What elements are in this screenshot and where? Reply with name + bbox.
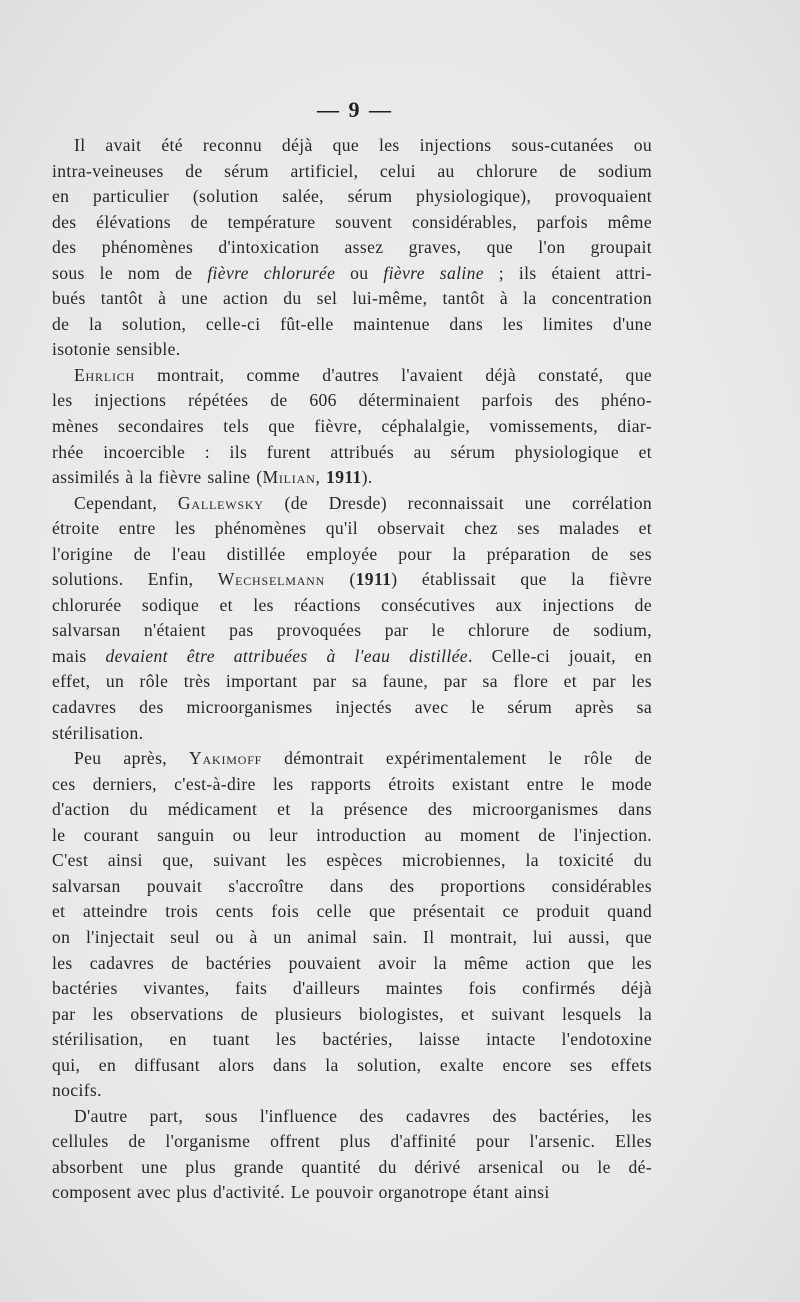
author-name: Yakimoff bbox=[189, 748, 263, 769]
text-segment: bués tantôt à une action du sel lui-même, tantôt à la concentration bbox=[52, 288, 652, 309]
text-segment: d'action du médicament et la présence des microorganismes dans bbox=[52, 799, 652, 820]
text-segment: stérilisation. bbox=[52, 722, 144, 743]
text-segment: qui, en diffusant alors dans la solution, exalte encore ses effets bbox=[52, 1054, 652, 1075]
text-line bbox=[52, 695, 652, 721]
text-line bbox=[52, 874, 652, 900]
text-line bbox=[52, 159, 652, 185]
text-segment: démontrait expérimentalement le rôle de bbox=[262, 748, 653, 769]
text-line bbox=[52, 440, 652, 466]
text-segment: des phénomènes d'intoxication assez graves, que l'on groupait bbox=[52, 237, 652, 258]
text-line bbox=[52, 542, 652, 568]
year: 1911 bbox=[355, 569, 392, 590]
text-line bbox=[52, 567, 652, 593]
page-number: — 9 — bbox=[317, 97, 393, 122]
text-line bbox=[52, 235, 652, 261]
text-line bbox=[52, 899, 652, 925]
text-segment: nocifs. bbox=[52, 1080, 102, 1101]
text-segment: isotonie sensible. bbox=[52, 339, 181, 360]
body-text bbox=[52, 133, 652, 1206]
text-line bbox=[52, 797, 652, 823]
text-segment: C'est ainsi que, suivant les espèces microbiennes, la toxicité du bbox=[52, 850, 652, 871]
text-line bbox=[52, 261, 652, 287]
text-line bbox=[52, 388, 652, 414]
text-segment: on l'injectait seul ou à un animal sain. Il montrait, lui aussi, que bbox=[52, 926, 652, 947]
text-line bbox=[52, 1155, 652, 1181]
text-line bbox=[52, 593, 652, 619]
text-segment: , bbox=[315, 467, 327, 488]
text-line bbox=[52, 772, 652, 798]
text-line bbox=[52, 618, 652, 644]
text-line bbox=[52, 746, 652, 772]
text-segment: Peu après, bbox=[74, 748, 190, 769]
text-line bbox=[52, 414, 652, 440]
text-segment: les injections répétées de 606 déterminaient parfois des phéno- bbox=[52, 390, 652, 411]
paragraph bbox=[52, 491, 652, 746]
text-line bbox=[52, 516, 652, 542]
text-segment: le courant sanguin ou leur introduction au moment de l'injection. bbox=[52, 824, 652, 845]
text-line bbox=[52, 337, 652, 363]
author-name: Ehrlich bbox=[74, 364, 136, 385]
text-segment: salvarsan n'étaient pas provoquées par le chlorure de sodium, bbox=[52, 620, 652, 641]
paragraph bbox=[52, 746, 652, 1104]
text-segment: assimilés à la fièvre saline ( bbox=[52, 467, 263, 488]
text-segment: salvarsan pouvait s'accroître dans des proportions considérables bbox=[52, 875, 652, 896]
author-name: Milian bbox=[262, 467, 316, 488]
text-segment: et atteindre trois cents fois celle que présentait ce produit quand bbox=[52, 901, 652, 922]
text-line bbox=[52, 286, 652, 312]
text-segment: Cependant, bbox=[74, 492, 178, 513]
text-segment: ; ils étaient attri- bbox=[483, 262, 653, 283]
text-segment: chlorurée sodique et les réactions consécutives aux injections de bbox=[52, 594, 652, 615]
text-segment: ( bbox=[325, 569, 356, 590]
text-segment: composent avec plus d'activité. Le pouvoir organotrope étant ainsi bbox=[52, 1182, 550, 1203]
text-segment: stérilisation, en tuant les bactéries, laisse intacte l'endotoxine bbox=[52, 1029, 652, 1050]
text-line bbox=[52, 951, 652, 977]
text-line bbox=[52, 133, 652, 159]
text-segment: ou bbox=[335, 262, 384, 283]
text-segment: bactéries vivantes, faits d'ailleurs maintes fois confirmés déjà bbox=[52, 978, 652, 999]
text-line bbox=[52, 644, 652, 670]
text-segment: absorbent une plus grande quantité du dérivé arsenical ou le dé- bbox=[52, 1156, 652, 1177]
text-line bbox=[52, 312, 652, 338]
emphasis: devaient être attribuées à l'eau distillée bbox=[105, 645, 468, 666]
text-line bbox=[52, 925, 652, 951]
text-segment: D'autre part, sous l'influence des cadavres des bactéries, les bbox=[74, 1105, 652, 1126]
author-name: Wechselmann bbox=[217, 569, 326, 590]
text-segment: par les observations de plusieurs biologistes, et suivant lesquels la bbox=[52, 1003, 652, 1024]
text-line bbox=[52, 1104, 652, 1130]
text-line bbox=[52, 1027, 652, 1053]
text-segment: sous le nom de bbox=[52, 262, 208, 283]
text-segment: étroite entre les phénomènes qu'il observait chez ses malades et bbox=[52, 518, 652, 539]
text-segment: de la solution, celle-ci fût-elle maintenue dans les limites d'une bbox=[52, 313, 652, 334]
paragraph bbox=[52, 133, 652, 363]
text-segment: solutions. Enfin, bbox=[52, 569, 218, 590]
text-segment: mènes secondaires tels que fièvre, céphalalgie, vomissements, diar- bbox=[52, 416, 652, 437]
text-segment: l'origine de l'eau distillée employée pour la préparation de ses bbox=[52, 543, 652, 564]
text-segment: ). bbox=[361, 467, 373, 488]
text-segment: mais bbox=[52, 645, 106, 666]
text-line bbox=[52, 210, 652, 236]
text-segment: cellules de l'organisme offrent plus d'affinité pour l'arsenic. Elles bbox=[52, 1131, 652, 1152]
paragraph bbox=[52, 1104, 652, 1206]
text-line bbox=[52, 1053, 652, 1079]
text-line bbox=[52, 1180, 652, 1206]
text-segment: . Celle-ci jouait, en bbox=[467, 645, 653, 666]
text-line bbox=[52, 848, 652, 874]
year: 1911 bbox=[326, 467, 362, 488]
text-segment: (de Dresde) reconnaissait une corrélation bbox=[263, 492, 652, 513]
text-line bbox=[52, 823, 652, 849]
emphasis: fièvre saline bbox=[383, 262, 484, 283]
text-line bbox=[52, 721, 652, 747]
text-line bbox=[52, 1078, 652, 1104]
text-segment: en particulier (solution salée, sérum physiologique), provoquaient bbox=[52, 186, 652, 207]
text-line bbox=[52, 976, 652, 1002]
text-line bbox=[52, 465, 652, 491]
text-segment: effet, un rôle très important par sa faune, par sa flore et par les bbox=[52, 671, 652, 692]
text-segment: cadavres des microorganismes injectés avec le sérum après sa bbox=[52, 697, 652, 718]
text-line bbox=[52, 1002, 652, 1028]
text-segment: ) établissait que la fièvre bbox=[391, 569, 652, 590]
text-segment: les cadavres de bactéries pouvaient avoir la même action que les bbox=[52, 952, 652, 973]
text-segment: rhée incoercible : ils furent attribués au sérum physiologique et bbox=[52, 441, 652, 462]
text-line bbox=[52, 491, 652, 517]
author-name: Gallewsky bbox=[177, 492, 264, 513]
text-line bbox=[52, 184, 652, 210]
text-segment: des élévations de température souvent considérables, parfois même bbox=[52, 211, 652, 232]
text-segment: montrait, comme d'autres l'avaient déjà constaté, que bbox=[135, 364, 652, 385]
emphasis: fièvre chlorurée bbox=[207, 262, 336, 283]
text-line bbox=[52, 363, 652, 389]
text-line bbox=[52, 669, 652, 695]
text-segment: intra-veineuses de sérum artificiel, celui au chlorure de sodium bbox=[52, 160, 652, 181]
text-segment: ces derniers, c'est-à-dire les rapports étroits existant entre le mode bbox=[52, 773, 652, 794]
paragraph bbox=[52, 363, 652, 491]
text-line bbox=[52, 1129, 652, 1155]
text-segment: Il avait été reconnu déjà que les injections sous-cutanées ou bbox=[74, 135, 652, 155]
